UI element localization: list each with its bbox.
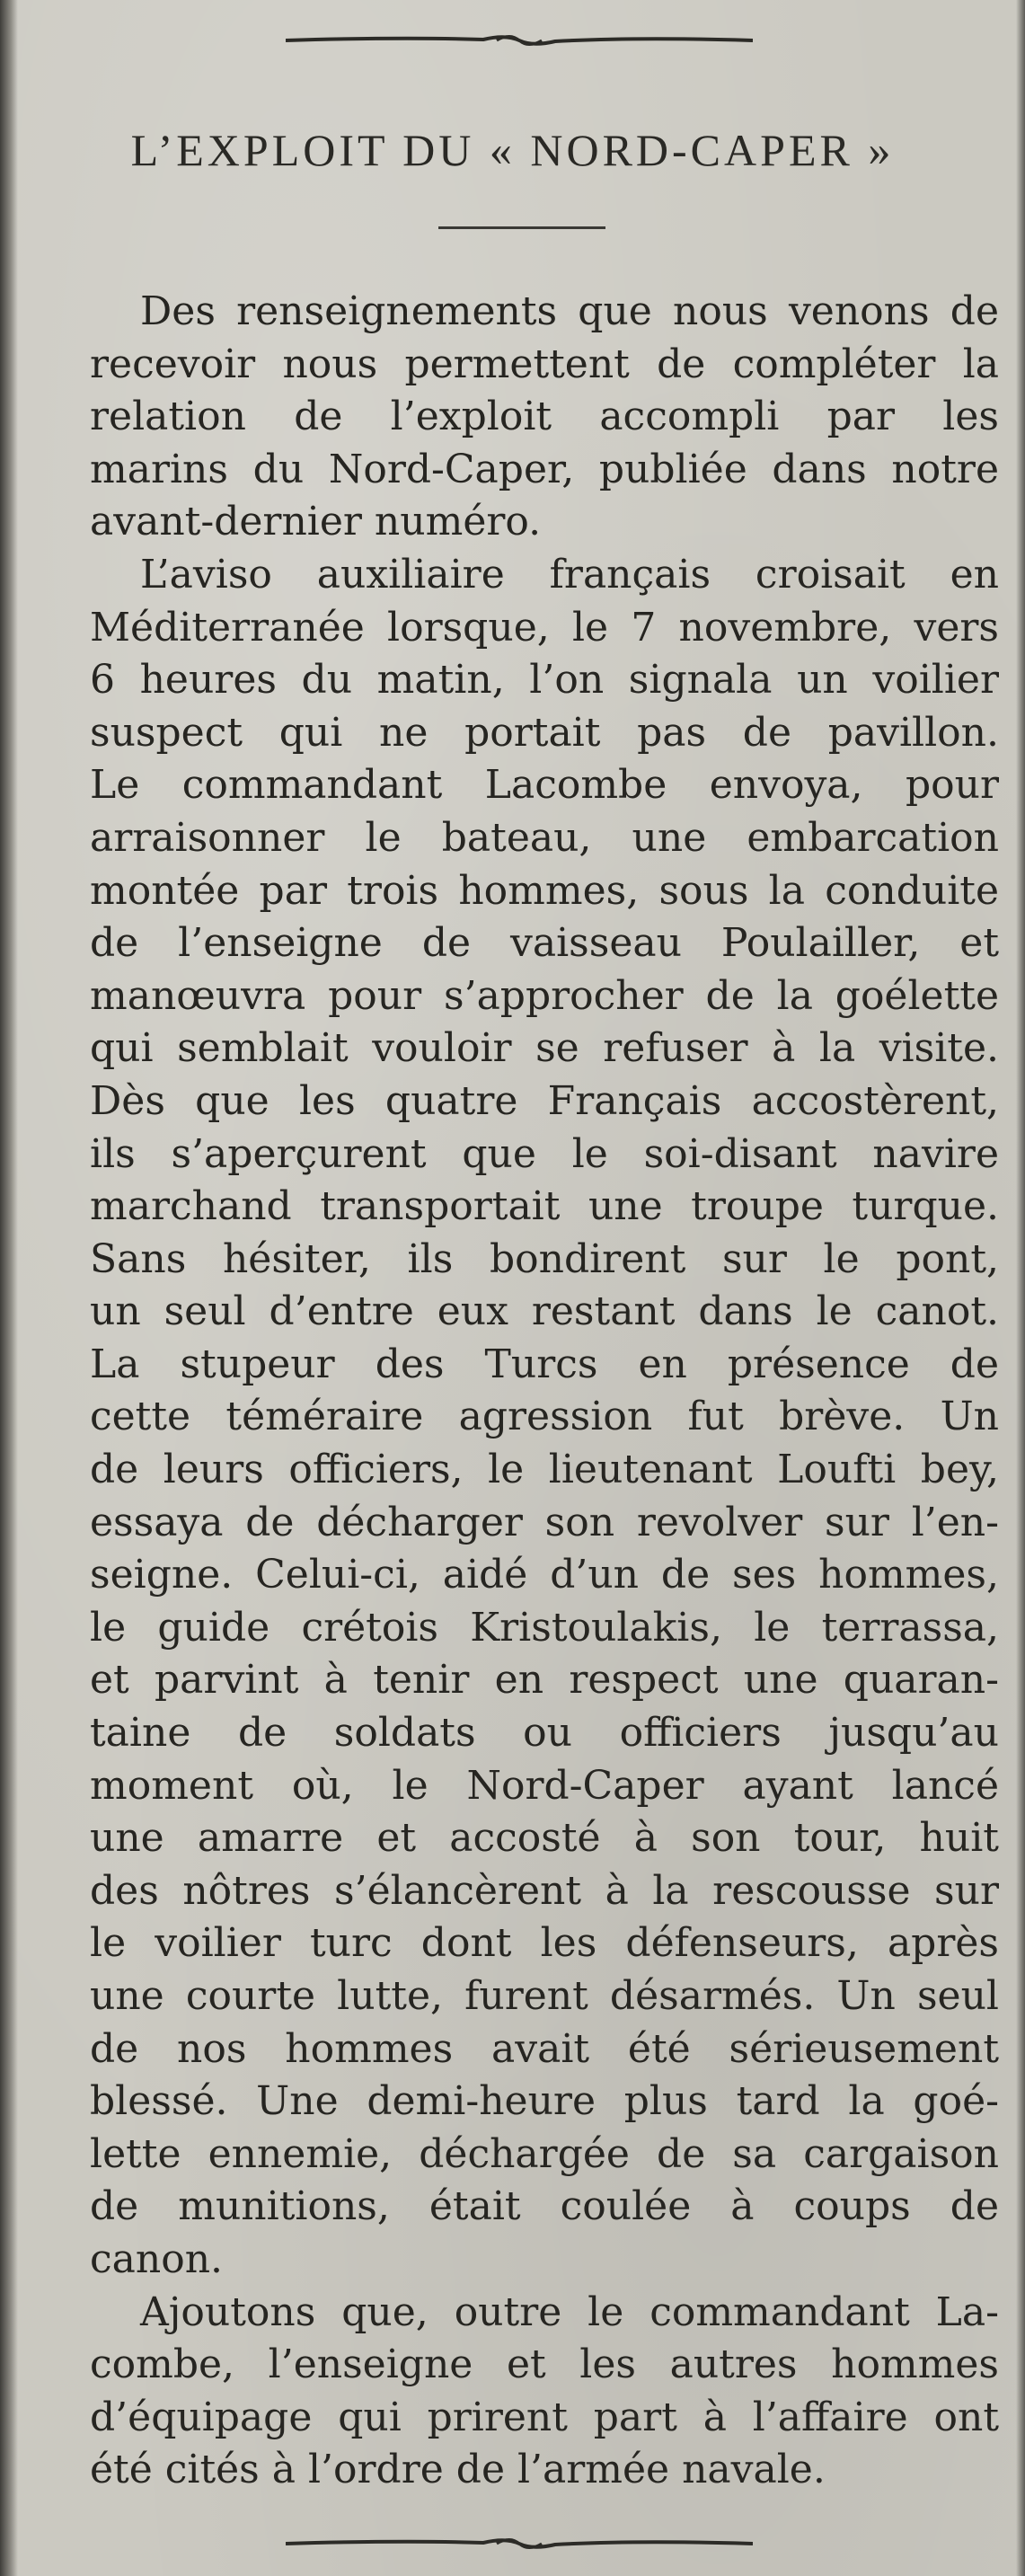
paragraph-3 <box>90 2287 999 2497</box>
text-line: une amarre et accosté à son tour, huit <box>90 1815 999 1862</box>
text-line: Le commandant Lacombe envoya, pour <box>90 762 999 809</box>
text-line: le guide crétois Kristoulakis, le terrassa, <box>90 1604 999 1651</box>
text-line: manœuvra pour s’approcher de la goélette <box>90 972 999 1019</box>
page-edge-left <box>0 0 18 2576</box>
text-line: Méditerranée lorsque, le 7 novembre, vers <box>90 604 999 651</box>
text-line: taine de soldats ou officiers jusqu’au <box>90 1710 999 1757</box>
text-line: qui semblait vouloir se refuser à la visite. <box>90 1025 999 1072</box>
text-line: cette téméraire agression fut brève. Un <box>90 1394 999 1440</box>
text-line: La stupeur des Turcs en présence de <box>90 1341 999 1387</box>
text-line: montée par trois hommes, sous la conduite <box>90 867 999 914</box>
text-line: Des renseignements que nous venons de <box>140 288 999 334</box>
text-line: Ajoutons que, outre le commandant La- <box>140 2288 999 2335</box>
text-line: ils s’aperçurent que le soi-disant navire <box>90 1130 999 1177</box>
bottom-ornament-rule <box>286 2536 753 2552</box>
text-line: blessé. Une demi-heure plus tard la goé- <box>90 2078 999 2125</box>
text-line: marchand transportait une troupe turque. <box>90 1183 999 1230</box>
text-line: avant-dernier numéro. <box>90 499 542 545</box>
text-line: de nos hommes avait été sérieusement <box>90 2025 999 2072</box>
text-line: des nôtres s’élancèrent à la rescousse sur <box>90 1867 999 1914</box>
text-line: et parvint à tenir en respect une quaran- <box>90 1657 999 1704</box>
text-line: recevoir nous permettent de compléter la <box>90 341 999 387</box>
text-line: de l’enseigne de vaisseau Poulailler, et <box>90 920 999 967</box>
paragraph-2 <box>90 549 999 2287</box>
text-line: relation de l’exploit accompli par les <box>90 394 999 440</box>
text-line: un seul d’entre eux restant dans le canot. <box>90 1288 999 1335</box>
text-line: suspect qui ne portait pas de pavillon. <box>90 709 999 756</box>
text-line: seigne. Celui-ci, aidé d’un de ses hommes, <box>90 1552 999 1598</box>
article-headline: L’EXPLOIT DU « NORD-CAPER » <box>130 125 895 175</box>
text-line: été cités à l’ordre de l’armée navale. <box>90 2447 826 2493</box>
text-line: combe, l’enseigne et les autres hommes <box>90 2341 999 2388</box>
text-line: d’équipage qui prirent part à l’affaire ont <box>90 2394 999 2440</box>
text-line: le voilier turc dont les défenseurs, après <box>90 1920 999 1967</box>
text-line: marins du Nord-Caper, publiée dans notre <box>90 446 999 492</box>
text-line: 6 heures du matin, l’on signala un voilier <box>90 657 999 704</box>
headline-underline-rule <box>438 226 605 229</box>
text-line: de leurs officiers, le lieutenant Loufti bey, <box>90 1447 999 1493</box>
text-line: L’aviso auxiliaire français croisait en <box>140 551 999 598</box>
text-line: arraisonner le bateau, une embarcation <box>90 814 999 861</box>
paragraph-1 <box>90 286 999 549</box>
article-body <box>90 286 999 2497</box>
text-line: lette ennemie, déchargée de sa cargaison <box>90 2130 999 2177</box>
top-ornament-rule <box>286 32 753 49</box>
text-line: Dès que les quatre Français accostèrent, <box>90 1077 999 1124</box>
text-line: de munitions, était coulée à coups de <box>90 2183 999 2230</box>
text-line: canon. <box>90 2235 224 2282</box>
text-line: Sans hésiter, ils bondirent sur le pont, <box>90 1235 999 1282</box>
text-line: une courte lutte, furent désarmés. Un seul <box>90 1973 999 2019</box>
text-line: moment où, le Nord-Caper ayant lancé <box>90 1762 999 1809</box>
text-line: essaya de décharger son revolver sur l’en- <box>90 1499 999 1545</box>
page-edge-right <box>1016 0 1025 2576</box>
